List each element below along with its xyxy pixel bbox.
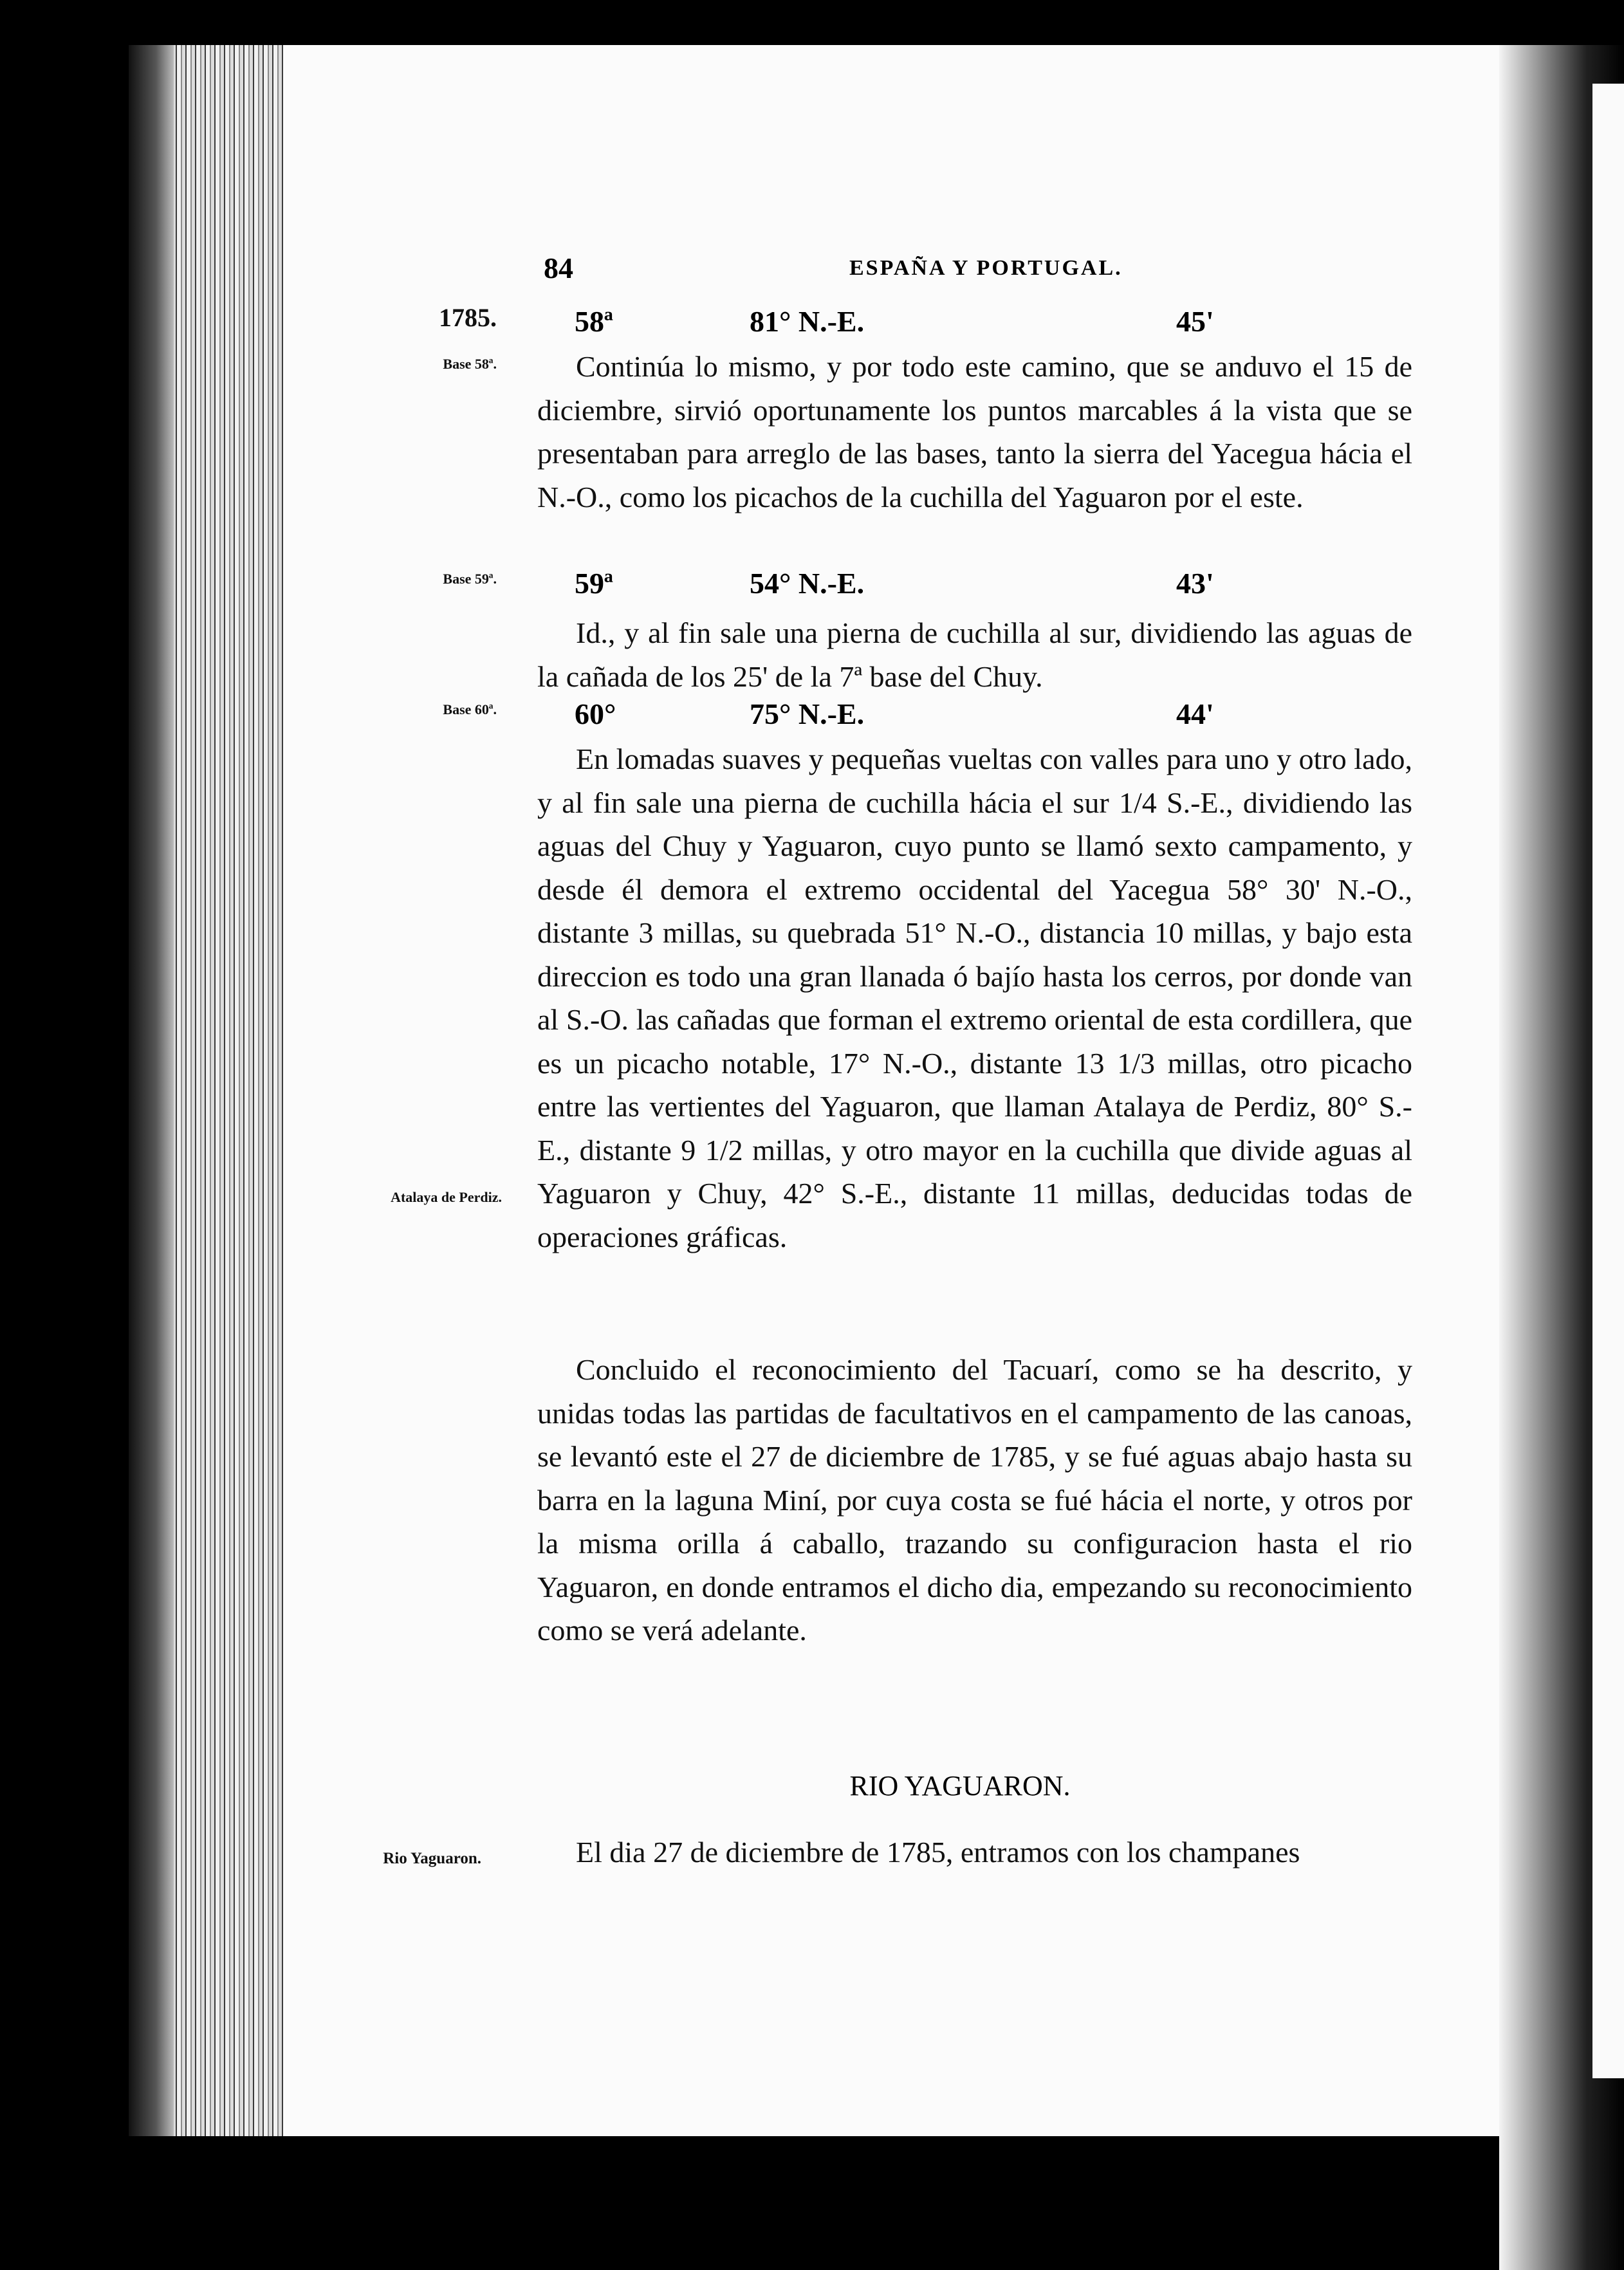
paragraph-rio-yaguaron: El dia 27 de diciembre de 1785, entramos con los champanes (576, 1836, 1300, 1869)
base-number: 60° (575, 697, 616, 730)
section-title: RIO YAGUARON. (849, 1770, 1071, 1802)
base-distance: 45' (1176, 305, 1214, 338)
binding-shadow (129, 45, 174, 2136)
paragraph-base-59: Id., y al fin sale una pierna de cuchilla al sur, dividiendo las aguas de la cañada de los 25' de la 7ª base del Chuy. (537, 616, 1412, 693)
base-direction: 54° N.-E. (750, 567, 865, 600)
page-number: 84 (544, 252, 573, 284)
margin-atalaya: Atalaya de Perdiz. (391, 1189, 502, 1205)
base-number: 59ª (575, 567, 613, 600)
margin-base-60: Base 60ª. (443, 701, 497, 717)
margin-base-58: Base 58ª. (443, 356, 497, 372)
base-row-59 (0, 566, 1624, 605)
margin-year: 1785. (439, 303, 497, 332)
base-row-58 (0, 304, 1624, 343)
paragraph-base-58: Continúa lo mismo, y por todo este camino, que se anduvo el 15 de diciembre, sirvió oportunamente los puntos marcables á la vista que se presentaban para arreglo de las bases, tanto la sierra del Yacegua hácia el N.-O., como los picachos de la cuchilla del Yaguaron por el este. (537, 350, 1412, 513)
base-number: 58ª (575, 305, 613, 338)
paragraph-base-60: En lomadas suaves y pequeñas vueltas con valles para uno y otro lado, y al fin sale una pierna de cuchilla hácia el sur 1/4 S.-E., dividiendo las aguas del Chuy y Yaguaron, cuyo punto se llamó sexto campamento, y desde él demora el extremo occidental del Yacegua 58° 30' N.-O., distante 3 millas, su quebrada 51° N.-O., distancia 10 millas, y bajo esta direccion es todo una gran llanada ó bajío hasta los cerros, por donde van al S.-O. las cañadas que forman el extremo oriental de esta cordillera, que es un picacho notable, 17° N.-O., distante 13 1/3 millas, otro picacho entre las vertientes del Yaguaron, que llaman Atalaya de Perdiz, 80° S.-E., distante 9 1/2 millas, y otro mayor en la cuchilla que divide aguas al Yaguaron y Chuy, 42° S.-E., distante 11 millas, deducidas todas de operaciones gráficas. (537, 743, 1412, 1253)
base-distance: 44' (1176, 697, 1214, 730)
base-distance: 43' (1176, 567, 1214, 600)
running-head (0, 251, 1624, 290)
margin-rio: Rio Yaguaron. (383, 1850, 481, 1867)
paragraph-concluido: Concluido el reconocimiento del Tacuarí, como se ha descrito, y unidas todas las partidas de facultativos en el campamento de las canoas, se levantó este el 27 de diciembre de 1785, y se fué aguas abajo hasta su barra en la laguna Miní, por cuya costa se fué hácia el norte, y otros por la misma orilla á caballo, trazando su configuracion hasta el rio Yaguaron, en donde entramos el dicho dia, empezando su reconocimiento como se verá adelante. (537, 1353, 1412, 1647)
base-row-60 (0, 697, 1624, 735)
base-direction: 75° N.-E. (750, 697, 865, 730)
page-header: ESPAÑA Y PORTUGAL. (849, 256, 1123, 280)
margin-base-59: Base 59ª. (443, 571, 497, 587)
base-direction: 81° N.-E. (750, 305, 865, 338)
